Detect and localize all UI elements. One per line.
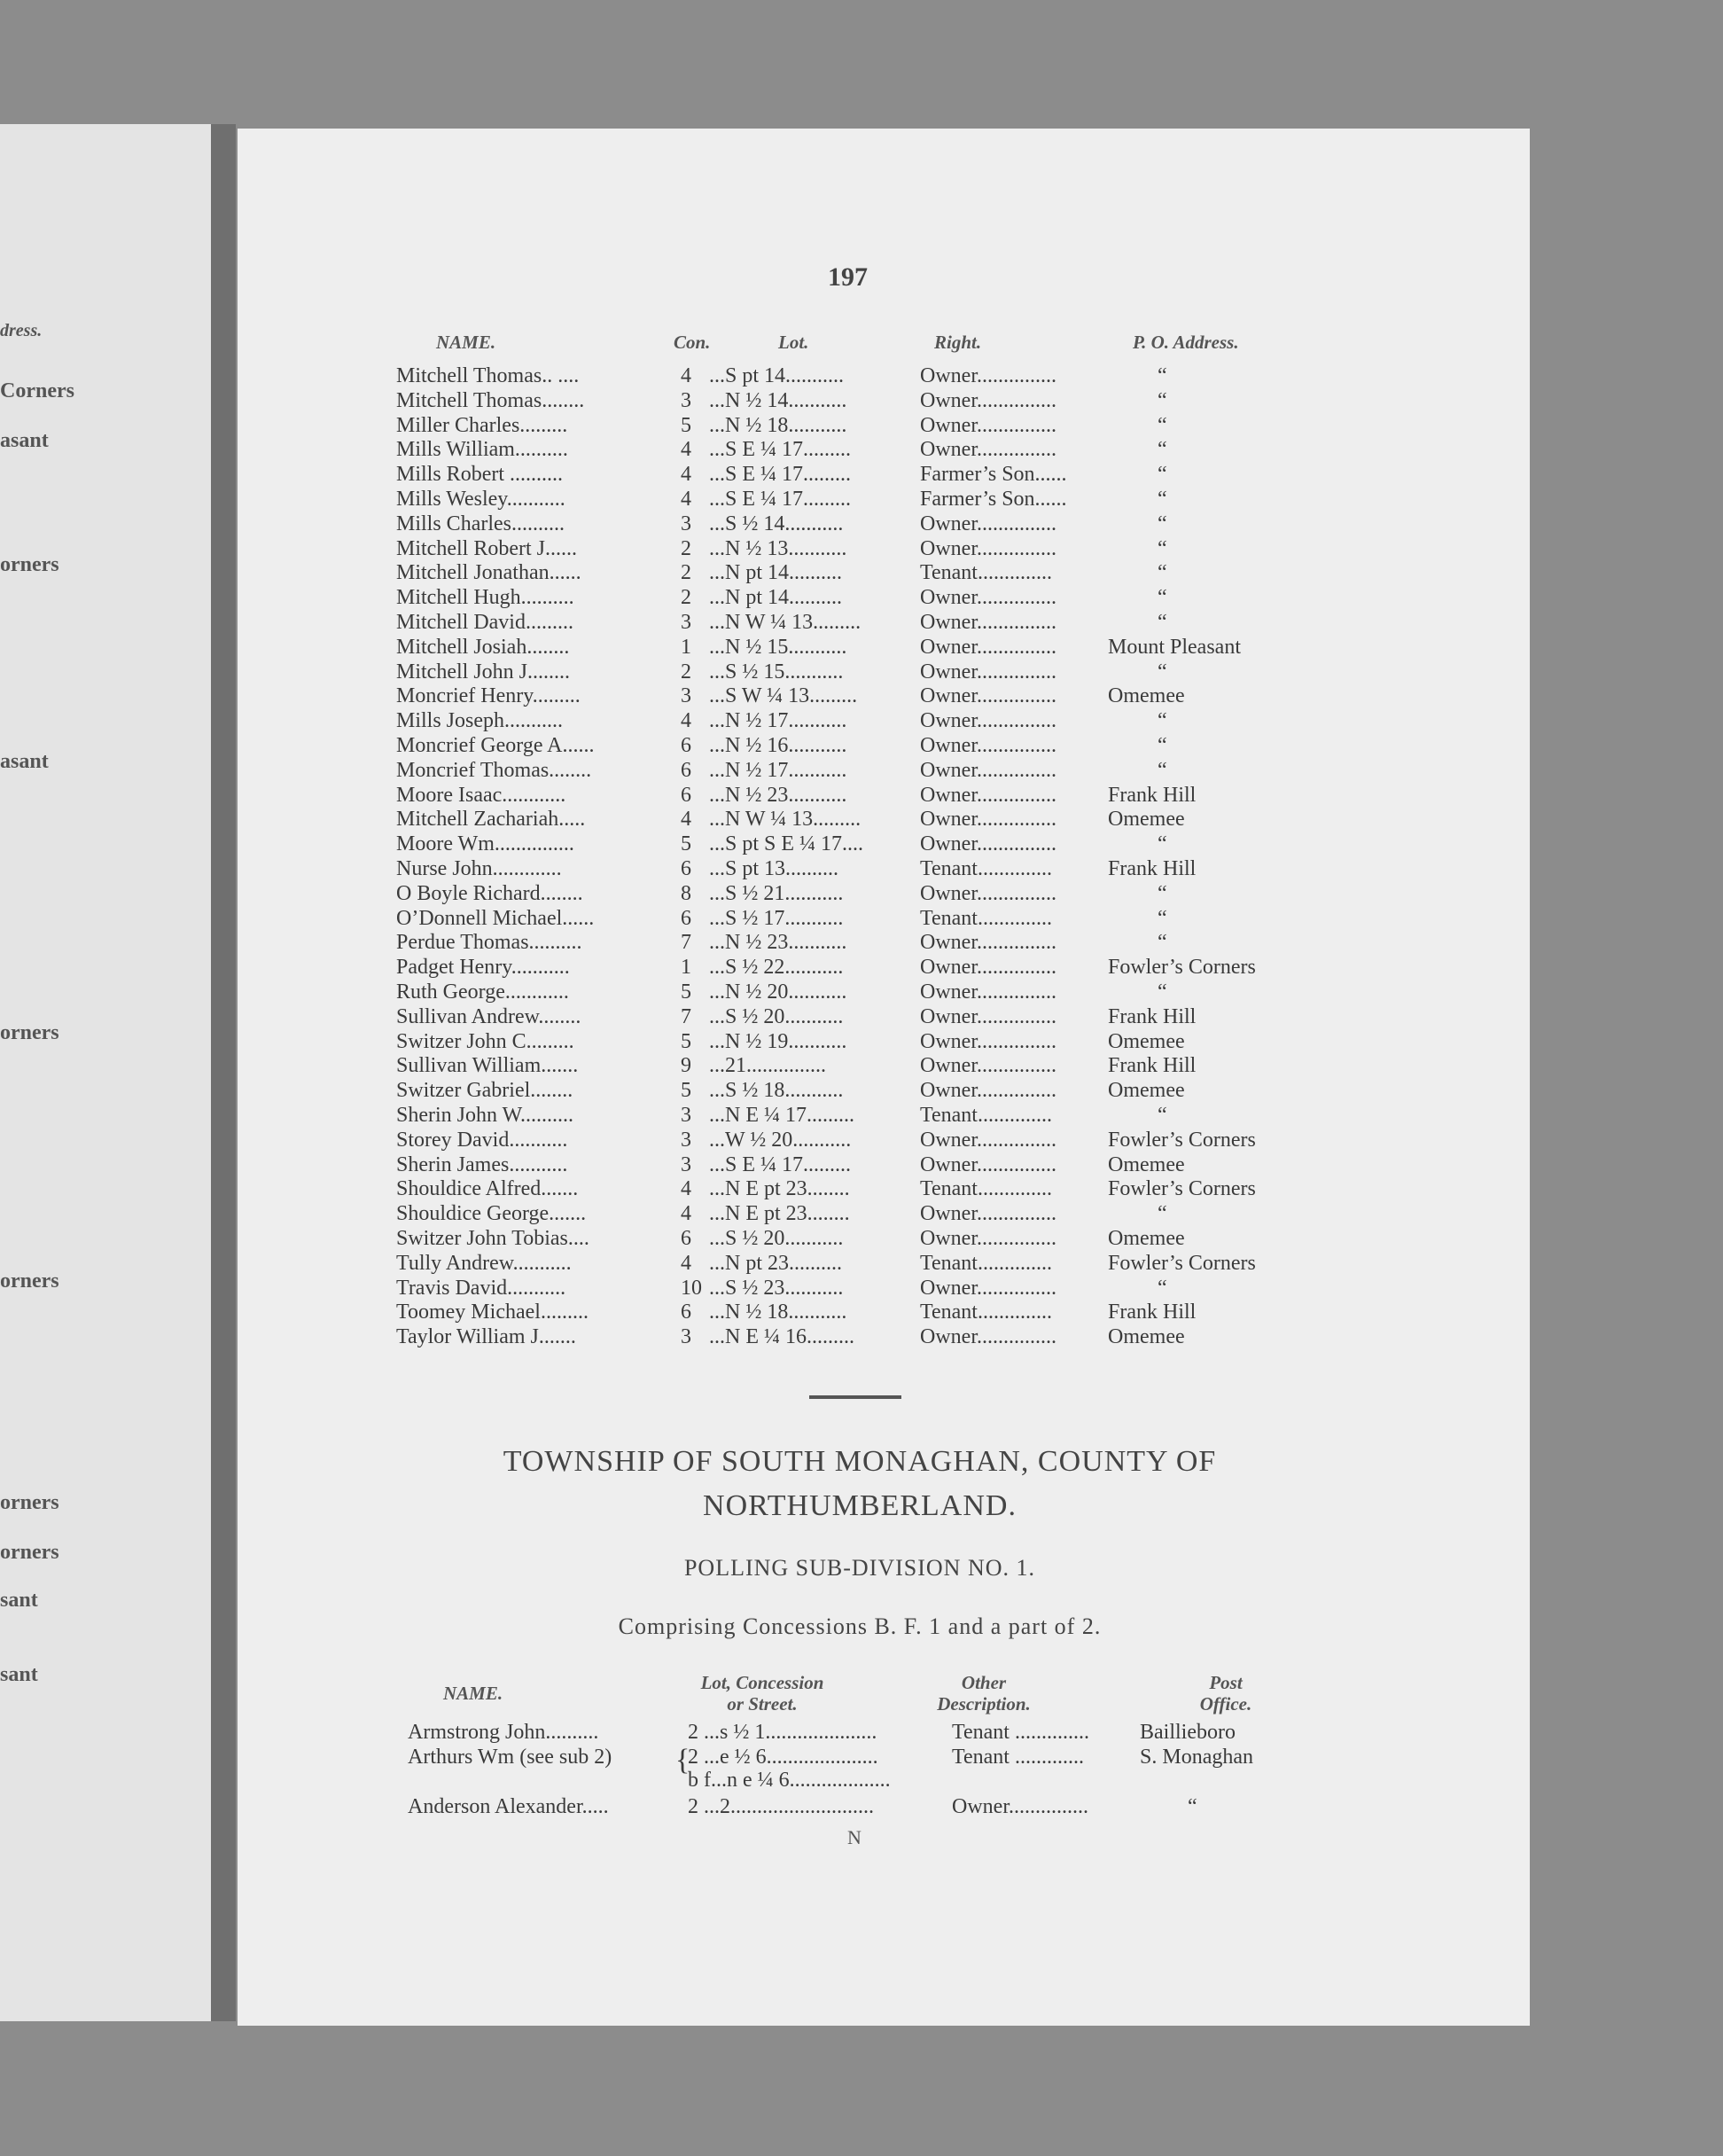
voter-row [0, 1029, 1723, 1054]
voter-address: Frank Hill [1108, 1054, 1197, 1078]
voter-lot: ...S ½ 15........... [709, 660, 844, 684]
voter-lot: ...N ½ 15........... [709, 635, 847, 659]
voter-con: 4 [681, 808, 691, 832]
voter-right: Owner............... [920, 1202, 1056, 1226]
voter-name: Switzer Gabriel........ [396, 1079, 573, 1103]
voter-name: Nurse John............. [396, 857, 562, 880]
voter-name: Mills Joseph........... [396, 709, 564, 733]
voter-right: Owner............... [920, 635, 1056, 659]
voter-con: 5 [681, 413, 691, 437]
table2-header-post-line1: Post [1209, 1672, 1243, 1693]
voter-name: Perdue Thomas.......... [396, 931, 582, 955]
voter-right: Owner............... [920, 1227, 1056, 1250]
voter-address: Mount Pleasant [1108, 635, 1241, 659]
voter-right: Tenant.............. [920, 1251, 1052, 1275]
voter-right: Owner............... [920, 758, 1056, 782]
voter-con: 3 [681, 611, 691, 634]
voter-right: Owner............... [920, 536, 1056, 560]
voter-row [0, 635, 1723, 660]
voter-con: 5 [681, 832, 691, 856]
voter-lot: ...N E pt 23........ [709, 1202, 850, 1226]
table2-office: Baillieboro [1140, 1721, 1236, 1744]
voter-address: Frank Hill [1108, 857, 1197, 880]
voter-name: Toomey Michael......... [396, 1301, 589, 1324]
voter-lot: ...S E ¼ 17......... [709, 463, 852, 487]
voter-name: Shouldice Alfred....... [396, 1177, 579, 1201]
voter-row [0, 560, 1723, 585]
voter-name: Moncrief George A...... [396, 734, 595, 757]
voter-name: Switzer John Tobias.... [396, 1227, 589, 1250]
voter-right: Owner............... [920, 1004, 1056, 1028]
voter-lot: ...S E ¼ 17......... [709, 488, 852, 511]
voter-lot: ...N ½ 20........... [709, 980, 847, 1004]
voter-name: Mitchell Jonathan...... [396, 561, 581, 585]
voter-lot: ...S ½ 17........... [709, 906, 844, 930]
voter-row [0, 1078, 1723, 1103]
table2-row [0, 1720, 1723, 1745]
voter-address: “ [1158, 832, 1167, 856]
voter-address: “ [1158, 709, 1167, 733]
table2-header-other [922, 1672, 1046, 1715]
voter-lot: ...S pt 14........... [709, 364, 845, 387]
voter-address: “ [1158, 931, 1167, 955]
voter-con: 7 [681, 1004, 691, 1028]
voter-lot: ...N ½ 13........... [709, 536, 847, 560]
voter-lot: ...N ½ 17........... [709, 709, 847, 733]
voter-row [0, 1201, 1723, 1226]
table2-header-lot [674, 1672, 851, 1715]
voter-name: Mills Charles.......... [396, 512, 565, 535]
voter-name: Miller Charles......... [396, 413, 568, 437]
voter-row [0, 363, 1723, 388]
table2-header-other-line1: Other [961, 1672, 1007, 1693]
voter-con: 4 [681, 364, 691, 387]
voter-name: Sullivan Andrew........ [396, 1004, 581, 1028]
table2-name: Anderson Alexander..... [408, 1795, 609, 1818]
table2-row [0, 1744, 1723, 1777]
voter-row [0, 462, 1723, 487]
left-page-fragment: orners [0, 1491, 59, 1514]
voter-con: 4 [681, 1177, 691, 1201]
voter-con: 6 [681, 783, 691, 807]
voter-address: “ [1158, 660, 1167, 684]
left-page-fragment: sant [0, 1663, 38, 1686]
left-page-fragment: dress. [0, 321, 43, 340]
table2-desc: Owner............... [952, 1795, 1088, 1818]
voter-address: Frank Hill [1108, 783, 1197, 807]
voter-address: Omemee [1108, 684, 1185, 708]
voter-name: Taylor William J....... [396, 1325, 576, 1349]
voter-name: Padget Henry........... [396, 956, 570, 980]
voter-right: Owner............... [920, 734, 1056, 757]
voter-name: O’Donnell Michael...... [396, 906, 595, 930]
voter-address: “ [1158, 536, 1167, 560]
voter-row [0, 807, 1723, 832]
table2-brace: { [675, 1744, 690, 1777]
left-page-fragment: orners [0, 1021, 59, 1044]
voter-lot: ...N ½ 17........... [709, 758, 847, 782]
voter-right: Farmer’s Son...... [920, 463, 1067, 487]
left-page-fragment: asant [0, 429, 49, 452]
voter-row [0, 881, 1723, 906]
voter-address: Omemee [1108, 808, 1185, 832]
table2-header-lot-line2: or Street. [727, 1693, 798, 1715]
voter-right: Owner............... [920, 1152, 1056, 1176]
voter-address: Omemee [1108, 1325, 1185, 1349]
voter-lot: ...N E ¼ 17......... [709, 1104, 854, 1127]
voter-right: Owner............... [920, 512, 1056, 535]
voter-con: 1 [681, 635, 691, 659]
voter-con: 3 [681, 512, 691, 535]
voter-row [0, 512, 1723, 536]
table2-header-post [1177, 1672, 1275, 1715]
voter-name: Sullivan William....... [396, 1054, 579, 1078]
signature-mark: N [847, 1826, 862, 1848]
voter-con: 3 [681, 684, 691, 708]
voter-right: Owner............... [920, 1128, 1056, 1152]
voter-lot: ...N E ¼ 16......... [709, 1325, 854, 1349]
voter-name: Storey David........... [396, 1128, 568, 1152]
voter-con: 4 [681, 709, 691, 733]
voter-con: 5 [681, 980, 691, 1004]
voter-address: “ [1158, 906, 1167, 930]
voter-right: Owner............... [920, 783, 1056, 807]
voter-con: 4 [681, 438, 691, 462]
voter-right: Owner............... [920, 364, 1056, 387]
table2-lot: b f...n e ¼ 6................... [688, 1769, 891, 1792]
left-page-fragment: orners [0, 1269, 59, 1293]
voter-lot: ...S pt S E ¼ 17.... [709, 832, 864, 856]
voter-row [0, 487, 1723, 512]
voter-right: Tenant.............. [920, 906, 1052, 930]
header-con: Con. [674, 332, 711, 353]
voter-row [0, 708, 1723, 733]
voter-name: Mills Robert .......... [396, 463, 564, 487]
voter-name: Travis David........... [396, 1276, 566, 1300]
voter-address: “ [1158, 881, 1167, 905]
voter-con: 2 [681, 561, 691, 585]
voter-con: 3 [681, 1104, 691, 1127]
voter-con: 3 [681, 1128, 691, 1152]
voter-row [0, 1176, 1723, 1201]
table2-header-post-line2: Office. [1199, 1693, 1252, 1715]
voter-right: Owner............... [920, 1325, 1056, 1349]
voter-address: “ [1158, 1104, 1167, 1127]
voter-con: 6 [681, 1227, 691, 1250]
left-page-fragment: orners [0, 1541, 59, 1564]
section-title: TOWNSHIP OF SOUTH MONAGHAN, COUNTY OF [503, 1445, 1217, 1478]
voter-con: 5 [681, 1079, 691, 1103]
voter-name: Tully Andrew........... [396, 1251, 572, 1275]
voter-address: “ [1158, 488, 1167, 511]
voter-con: 3 [681, 1152, 691, 1176]
table2-desc: Tenant ............. [952, 1746, 1084, 1769]
voter-right: Owner............... [920, 611, 1056, 634]
voter-lot: ...S ½ 20........... [709, 1227, 844, 1250]
voter-address: “ [1158, 758, 1167, 782]
voter-right: Farmer’s Son...... [920, 488, 1067, 511]
voter-con: 5 [681, 1029, 691, 1053]
voter-lot: ...S ½ 23........... [709, 1276, 844, 1300]
table2-name: Armstrong John.......... [408, 1721, 599, 1744]
voter-lot: ...S E ¼ 17......... [709, 438, 852, 462]
voter-right: Tenant.............. [920, 1104, 1052, 1127]
table2-office: “ [1188, 1795, 1197, 1818]
voter-row [0, 955, 1723, 980]
voter-con: 2 [681, 536, 691, 560]
voter-right: Owner............... [920, 931, 1056, 955]
voter-address: Fowler’s Corners [1108, 1251, 1256, 1275]
voter-con: 3 [681, 1325, 691, 1349]
voter-address: Fowler’s Corners [1108, 1128, 1256, 1152]
voter-lot: ...N pt 23.......... [709, 1251, 842, 1275]
header-name: NAME. [436, 332, 496, 353]
voter-name: O Boyle Richard........ [396, 881, 583, 905]
voter-name: Moore Wm............... [396, 832, 574, 856]
voter-name: Mills Wesley........... [396, 488, 565, 511]
table2-header-other-line2: Description. [937, 1693, 1031, 1715]
voter-right: Owner............... [920, 684, 1056, 708]
voter-con: 9 [681, 1054, 691, 1078]
section-divider [809, 1395, 901, 1399]
voter-name: Sherin James........... [396, 1152, 568, 1176]
voter-address: “ [1158, 438, 1167, 462]
voter-lot: ...N pt 14.......... [709, 586, 842, 610]
voter-right: Owner............... [920, 438, 1056, 462]
voter-lot: ...S ½ 20........... [709, 1004, 844, 1028]
voter-row [0, 1004, 1723, 1029]
voter-table-header [0, 330, 1723, 355]
voter-con: 6 [681, 758, 691, 782]
voter-row [0, 1300, 1723, 1324]
voter-lot: ...S ½ 18........... [709, 1079, 844, 1103]
voter-address: “ [1158, 734, 1167, 757]
voter-con: 6 [681, 906, 691, 930]
voter-lot: ...21............... [709, 1054, 826, 1078]
voter-lot: ...S E ¼ 17......... [709, 1152, 852, 1176]
voter-right: Owner............... [920, 1276, 1056, 1300]
voter-right: Tenant.............. [920, 1177, 1052, 1201]
voter-con: 2 [681, 586, 691, 610]
voter-address: Omemee [1108, 1152, 1185, 1176]
table2-row [0, 1794, 1723, 1819]
voter-address: “ [1158, 364, 1167, 387]
voter-address: “ [1158, 980, 1167, 1004]
voter-lot: ...N W ¼ 13......... [709, 808, 862, 832]
voter-right: Tenant.............. [920, 561, 1052, 585]
voter-address: Omemee [1108, 1029, 1185, 1053]
voter-con: 2 [681, 660, 691, 684]
comprising-note: Comprising Concessions B. F. 1 and a part of 2. [618, 1613, 1102, 1639]
voter-con: 4 [681, 463, 691, 487]
voter-lot: ...N ½ 14........... [709, 388, 847, 412]
voter-lot: ...N ½ 16........... [709, 734, 847, 757]
voter-address: Frank Hill [1108, 1301, 1197, 1324]
voter-right: Owner............... [920, 586, 1056, 610]
left-page-fragment: Corners [0, 379, 74, 402]
voter-row [0, 758, 1723, 783]
left-page-fragment: asant [0, 750, 49, 773]
voter-address: Fowler’s Corners [1108, 956, 1256, 980]
voter-con: 4 [681, 488, 691, 511]
voter-lot: ...N ½ 19........... [709, 1029, 847, 1053]
voter-con: 7 [681, 931, 691, 955]
voter-lot: ...N ½ 23........... [709, 783, 847, 807]
voter-right: Owner............... [920, 413, 1056, 437]
header-lot: Lot. [778, 332, 809, 353]
voter-row [0, 906, 1723, 931]
voter-name: Mills William.......... [396, 438, 568, 462]
voter-row [0, 1251, 1723, 1276]
voter-right: Owner............... [920, 1029, 1056, 1053]
voter-lot: ...N ½ 23........... [709, 931, 847, 955]
voter-name: Shouldice George....... [396, 1202, 587, 1226]
voter-lot: ...S ½ 14........... [709, 512, 844, 535]
voter-row [0, 733, 1723, 758]
voter-con: 4 [681, 1202, 691, 1226]
voter-address: Fowler’s Corners [1108, 1177, 1256, 1201]
voter-right: Owner............... [920, 1079, 1056, 1103]
voter-row [0, 585, 1723, 610]
voter-address: “ [1158, 413, 1167, 437]
voter-address: “ [1158, 611, 1167, 634]
voter-name: Mitchell John J........ [396, 660, 570, 684]
voter-row [0, 684, 1723, 708]
voter-address: “ [1158, 1276, 1167, 1300]
voter-row [0, 1152, 1723, 1177]
voter-lot: ...W ½ 20........... [709, 1128, 852, 1152]
voter-address: “ [1158, 561, 1167, 585]
table2-header-lot-line1: Lot, Concession [700, 1672, 824, 1693]
left-page-fragment: sant [0, 1589, 38, 1612]
voter-name: Mitchell Zachariah..... [396, 808, 586, 832]
voter-right: Tenant.............. [920, 857, 1052, 880]
voter-lot: ...S pt 13.......... [709, 857, 839, 880]
voter-row [0, 856, 1723, 881]
voter-name: Moore Isaac............ [396, 783, 566, 807]
voter-row [0, 536, 1723, 561]
voter-lot: ...S W ¼ 13......... [709, 684, 858, 708]
table2-header-name: NAME. [443, 1683, 503, 1704]
voter-row [0, 1128, 1723, 1152]
voter-name: Mitchell Hugh.......... [396, 586, 574, 610]
voter-row [0, 980, 1723, 1004]
voter-row [0, 413, 1723, 438]
voter-row [0, 388, 1723, 413]
voter-row [0, 783, 1723, 808]
header-address: P. O. Address. [1133, 332, 1239, 353]
voter-address: Omemee [1108, 1227, 1185, 1250]
voter-row [0, 1103, 1723, 1128]
voter-address: “ [1158, 388, 1167, 412]
table2-lot: 2 ...s ½ 1..................... [688, 1721, 877, 1744]
voter-row [0, 1053, 1723, 1078]
table2-lot: 2 ...e ½ 6..................... [688, 1746, 878, 1769]
voter-name: Mitchell Thomas........ [396, 388, 585, 412]
table2-lot: 2 ...2........................... [688, 1795, 874, 1818]
voter-row [0, 660, 1723, 684]
table2-name: Arthurs Wm (see sub 2) [408, 1746, 612, 1769]
voter-right: Owner............... [920, 832, 1056, 856]
voter-address: “ [1158, 1202, 1167, 1226]
voter-row [0, 610, 1723, 635]
voter-right: Owner............... [920, 881, 1056, 905]
voter-right: Tenant.............. [920, 1301, 1052, 1324]
voter-right: Owner............... [920, 956, 1056, 980]
voter-right: Owner............... [920, 709, 1056, 733]
table2-row [0, 1768, 1723, 1793]
voter-lot: ...N ½ 18........... [709, 413, 847, 437]
voter-address: “ [1158, 463, 1167, 487]
left-page-fragment: orners [0, 553, 59, 576]
table2-office: S. Monaghan [1140, 1746, 1253, 1769]
table2-desc: Tenant .............. [952, 1721, 1089, 1744]
section-title-line2: NORTHUMBERLAND. [703, 1489, 1017, 1522]
voter-name: Mitchell David......... [396, 611, 573, 634]
voter-row [0, 437, 1723, 462]
voter-con: 6 [681, 857, 691, 880]
voter-right: Owner............... [920, 660, 1056, 684]
voter-name: Mitchell Thomas.. .... [396, 364, 580, 387]
voter-con: 1 [681, 956, 691, 980]
voter-con: 10 [681, 1276, 702, 1300]
header-right: Right. [934, 332, 982, 353]
voter-con: 4 [681, 1251, 691, 1275]
polling-subdivision: POLLING SUB-DIVISION NO. 1. [683, 1555, 1036, 1581]
voter-lot: ...N W ¼ 13......... [709, 611, 862, 634]
voter-row [0, 1276, 1723, 1301]
voter-name: Switzer John C......... [396, 1029, 574, 1053]
voter-con: 3 [681, 388, 691, 412]
voter-con: 6 [681, 734, 691, 757]
voter-lot: ...N pt 14.......... [709, 561, 842, 585]
voter-address: “ [1158, 586, 1167, 610]
voter-row [0, 832, 1723, 856]
page-number: 197 [828, 262, 868, 292]
voter-name: Moncrief Henry......... [396, 684, 581, 708]
voter-name: Mitchell Robert J...... [396, 536, 577, 560]
voter-name: Mitchell Josiah........ [396, 635, 570, 659]
voter-row [0, 1324, 1723, 1349]
voter-address: Omemee [1108, 1079, 1185, 1103]
voter-lot: ...S ½ 21........... [709, 881, 844, 905]
voter-row [0, 930, 1723, 955]
voter-right: Owner............... [920, 388, 1056, 412]
voter-name: Moncrief Thomas........ [396, 758, 592, 782]
voter-lot: ...S ½ 22........... [709, 956, 844, 980]
voter-right: Owner............... [920, 808, 1056, 832]
voter-con: 8 [681, 881, 691, 905]
voter-con: 6 [681, 1301, 691, 1324]
voter-address: Frank Hill [1108, 1004, 1197, 1028]
voter-row [0, 1226, 1723, 1251]
voter-name: Sherin John W.......... [396, 1104, 574, 1127]
voter-right: Owner............... [920, 1054, 1056, 1078]
voter-right: Owner............... [920, 980, 1056, 1004]
voter-lot: ...N E pt 23........ [709, 1177, 850, 1201]
voter-lot: ...N ½ 18........... [709, 1301, 847, 1324]
voter-address: “ [1158, 512, 1167, 535]
voter-name: Ruth George............ [396, 980, 569, 1004]
